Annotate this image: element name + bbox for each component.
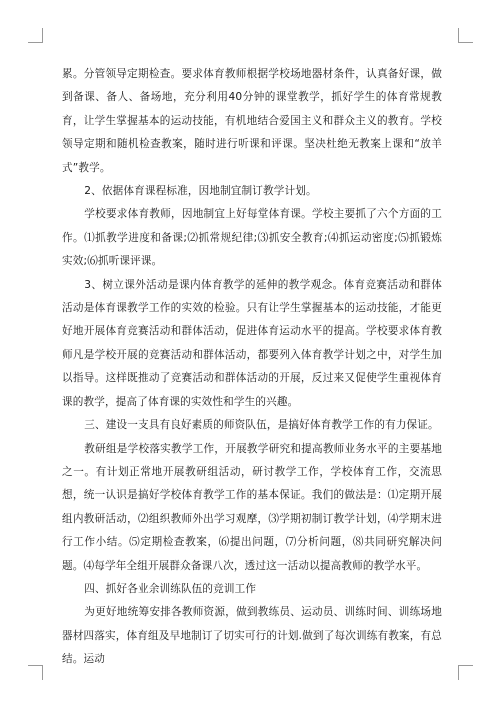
paragraph-2: 2、依据体育课程标准，因地制宜制订教学计划。 — [84, 185, 317, 198]
paragraph-8: 为更好地统筹安排各教师资源，做到教练员、运动员、训练时间、训练场地器材四落实，体育组及早地制订了切实可行的计划.做到了每次训练有教案，有总结。运动 — [62, 606, 442, 666]
paragraph-6: 教研组是学校落实教学工作，开展教学研究和提高教师业务水平的主要基地之一。有计划正常地开展教研组活动，研讨教学工作，学校体育工作，交流思想，统一认识是搞好学校体育教学工作的基本保证。我们的做法是：⑴定期开展组内教研活动，⑵组织教师外出学习观摩，⑶学期初制订教学计划，⑷学期末进行工作小结。⑸定期检查教案，⑹提出问题，⑺分析问题，⑻共同研究解决问题。⑷每学年全组开展群众备课八次，透过这一活动以提高教师的教学水平。 — [62, 442, 442, 572]
paragraph-4: 3、树立课外活动是课内体育教学的延伸的教学观念。体育竞赛活动和群体活动是体育课教学工作的实效的检验。只有让学生掌握基本的运动技能，才能更好地开展体育竞赛活动和群体活动，促进体育运动水平的提高。学校要求体育教师凡是学校开展的竞赛活动和群体活动，都要列入体育教学计划之中，对学生加以指导。这样既推动了竞赛活动和群体活动的开展，反过来又促使学生重视体育课的教学，提高了体育课的实效性和学生的兴趣。 — [62, 278, 442, 408]
paragraph-1: 累。分管领导定期检查。要求体育教师根据学校场地器材条件，认真备好课，做到备课、备人、备场地，充分利用40分钟的课堂教学，抓好学生的体育常规教育，让学生掌握基本的运动技能，有机地结合爱国主义和群众主义的教育。学校领导定期和随机检查教案，随时进行听课和评课。坚决杜绝无教案上课和“放羊式”教学。 — [62, 68, 442, 174]
paragraph-3: 学校要求体育教师，因地制宜上好每堂体育课。学校主要抓了六个方面的工作。⑴抓教学进度和备课;⑵抓常规纪律;⑶抓安全教育;⑷抓运动密度;⑸抓锻炼实效;⑹抓听课评课。 — [62, 208, 442, 268]
crop-mark-bottom-left — [28, 665, 43, 680]
crop-mark-top-right — [458, 28, 473, 43]
crop-mark-top-left — [28, 28, 43, 43]
document-body — [62, 63, 442, 672]
paragraph-7: 四、抓好各业余训练队伍的竞训工作 — [84, 582, 257, 595]
paragraph-5: 三、建设一支具有良好素质的师资队伍，是搞好体育教学工作的有力保证。 — [84, 419, 439, 432]
crop-mark-bottom-right — [458, 665, 473, 680]
